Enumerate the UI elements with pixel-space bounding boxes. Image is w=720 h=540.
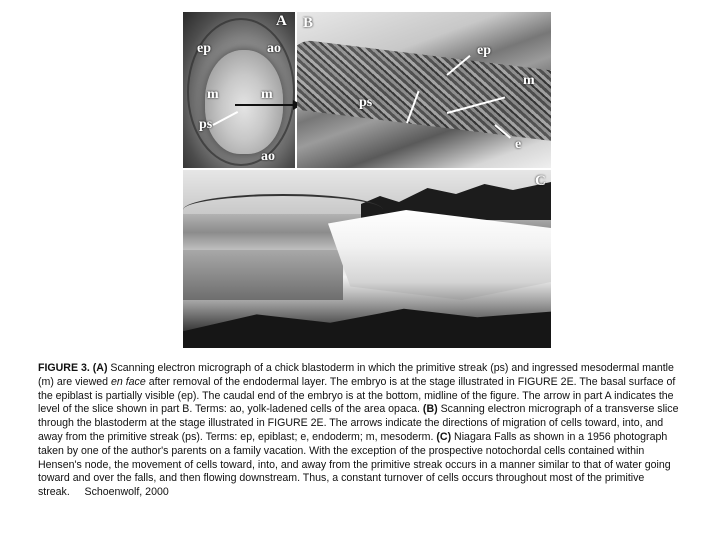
label-ps: ps	[199, 117, 213, 132]
label-ep: ep	[197, 41, 211, 56]
part-a-tag: (A)	[92, 362, 108, 374]
panel-a-micrograph	[183, 12, 295, 168]
panel-b-micrograph	[297, 12, 551, 168]
panel-c-label: C	[535, 173, 546, 189]
label-m-right: m	[261, 87, 273, 102]
part-a-italic: en face	[111, 375, 146, 388]
part-b-text: Scanning electron micrograph of a transverse slice through the blastoderm at the stage illustrated in FIGURE 2E. The arrows indicate the directions of migration of cells toward, into, and away from the primitive streak (ps). Terms: ep, epiblast; e, endoderm; m, mesoderm.	[38, 403, 679, 443]
panel-a-label: A	[276, 13, 287, 29]
part-c-tag: (C)	[436, 430, 452, 443]
waterfall	[328, 210, 551, 300]
panel-b-label: B	[303, 15, 314, 31]
part-a-text: Scanning electron micrograph of a chick blastoderm in which the primitive streak (ps) and ingressed mesodermal mantle (m) are viewed	[38, 362, 674, 388]
river-water	[183, 250, 343, 300]
label-ao-top: ao	[267, 41, 281, 56]
part-c-text: Niagara Falls as shown in a 1956 photograph taken by one of the author's parents on a family vacation. With the exception of the prospective notochordal cells contained within Hensen's node, the movement of cells toward, into, and away from the primitive streak occurs in a manner similar to that of water going toward and over the falls, and then flowing downstream. Thus, a constant turnover of cells occurs throughout most of the primitive streak.	[38, 430, 671, 499]
label-e: e	[515, 137, 522, 152]
blastoderm-disc	[205, 50, 283, 154]
part-a-text-cont: after removal of the endodermal layer. The embryo is at the stage illustrated in FIGURE 2E. The basal surface of the epiblast is partially visible (ep). The caudal end of the embryo is at the bottom, midline of the figure. The arrow in part A indicates the level of the slice shown in part B. Terms: ao, yolk-ladened cells of the area opaca.	[38, 375, 676, 416]
figure-number: FIGURE 3.	[38, 362, 90, 374]
part-b-tag: (B)	[422, 403, 438, 416]
panel-c-photograph	[183, 170, 551, 348]
figure-caption	[38, 362, 690, 500]
caption-credit: Schoenwolf, 2000	[84, 486, 169, 499]
label-m: m	[523, 73, 535, 88]
caption-paragraph	[38, 362, 690, 500]
label-ps: ps	[359, 95, 373, 110]
label-ep: ep	[477, 43, 491, 58]
foreground-rocks	[183, 292, 551, 348]
label-m-left: m	[207, 87, 219, 102]
figure	[183, 12, 551, 348]
blastoderm-slice	[297, 39, 551, 144]
slice-level-arrow	[235, 104, 295, 106]
label-ao-bottom: ao	[261, 149, 275, 164]
